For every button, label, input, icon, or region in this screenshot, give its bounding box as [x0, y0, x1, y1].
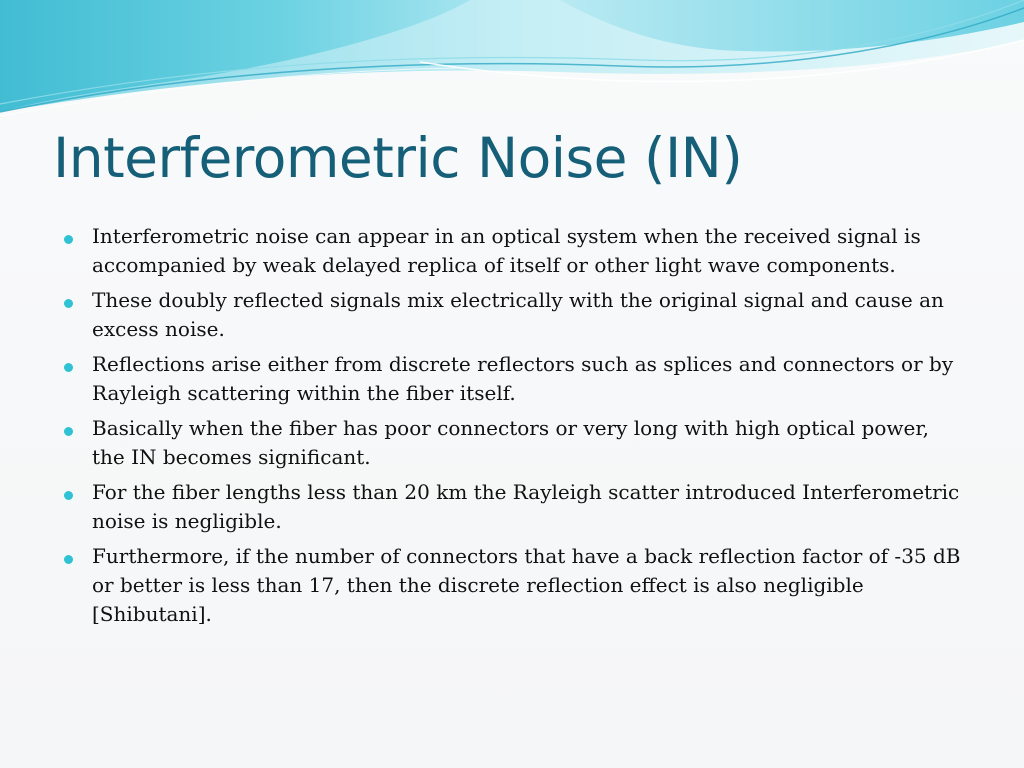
- bullet-dot-icon: [64, 555, 73, 564]
- bullet-dot-icon: [64, 427, 73, 436]
- slide-title: Interferometric Noise (IN): [53, 126, 743, 190]
- bullet-item: [62, 542, 962, 629]
- bullet-item: [62, 222, 962, 280]
- bullet-text: Reflections arise either from discrete reflectors such as splices and connectors or by Rayleigh scattering within the fiber itself.: [92, 352, 954, 405]
- bullet-dot-icon: [64, 235, 73, 244]
- bullet-text: For the fiber lengths less than 20 km the Rayleigh scatter introduced Interferometric noise is negligible.: [92, 480, 960, 533]
- bullet-text: Basically when the fiber has poor connectors or very long with high optical power, the IN becomes significant.: [92, 416, 930, 469]
- bullet-list: [62, 222, 962, 635]
- decorative-wave-header: [0, 0, 1024, 130]
- bullet-text: These doubly reflected signals mix electrically with the original signal and cause an excess noise.: [92, 288, 944, 341]
- bullet-item: [62, 350, 962, 408]
- bullet-item: [62, 286, 962, 344]
- bullet-dot-icon: [64, 299, 73, 308]
- bullet-dot-icon: [64, 491, 73, 500]
- bullet-item: [62, 414, 962, 472]
- bullet-text: Furthermore, if the number of connectors that have a back reflection factor of -35 dB or better is less than 17, then the discrete reflection effect is also negligible [Shibutani].: [92, 544, 961, 626]
- bullet-text: Interferometric noise can appear in an optical system when the received signal is accompanied by weak delayed replica of itself or other light wave components.: [92, 224, 921, 277]
- bullet-dot-icon: [64, 363, 73, 372]
- bullet-item: [62, 478, 962, 536]
